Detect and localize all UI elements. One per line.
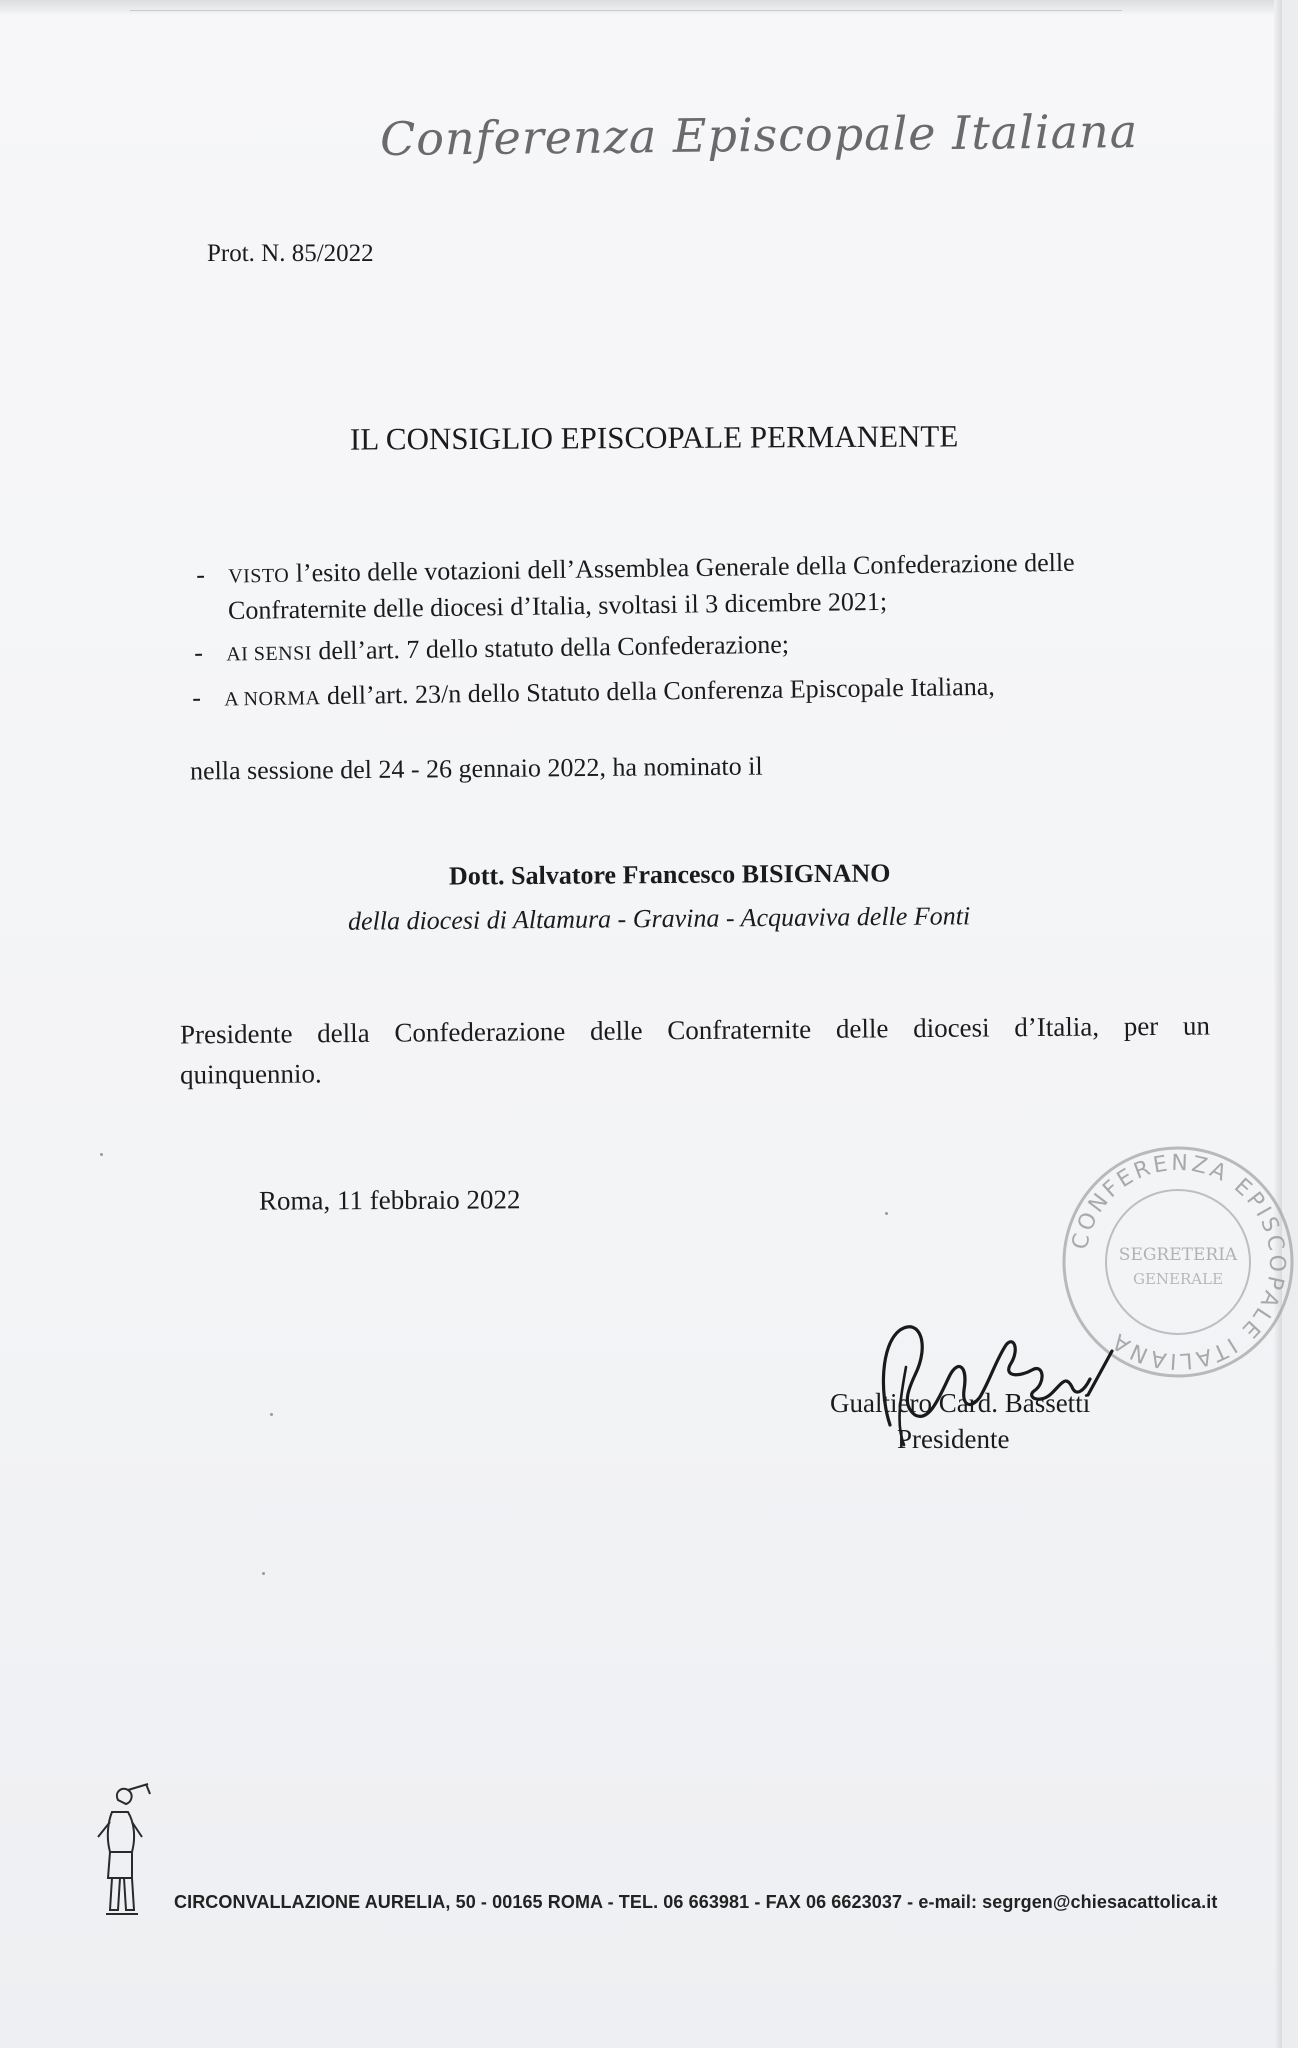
paper-speck xyxy=(885,1212,888,1215)
list-dash: - xyxy=(192,682,202,712)
appointment-word: Presidente xyxy=(179,1018,293,1050)
recital-text-line-1: dell’art. 7 dello statuto della Confederazione; xyxy=(318,629,790,666)
nominee-diocese: della diocesi di Altamura - Gravina - Acquaviva delle Fonti xyxy=(347,901,971,936)
recital-text-line-1: l’esito delle votazioni dell’Assemblea Generale della Confederazione delle xyxy=(295,547,1075,588)
appointment-word: Confraternite xyxy=(667,1013,812,1046)
recital-text-line-2: Confraternite delle diocesi d’Italia, svoltasi il 3 dicembre 2021; xyxy=(227,586,888,625)
place-date: Roma, 11 febbraio 2022 xyxy=(258,1184,521,1216)
recital-keyword: VISTO xyxy=(228,564,290,588)
document-heading: IL CONSIGLIO EPISCOPALE PERMANENTE xyxy=(349,418,959,457)
protocol-number: Prot. N. 85/2022 xyxy=(207,240,374,267)
apostle-emblem-icon xyxy=(88,1782,158,1922)
paper-top-edge xyxy=(0,0,1282,14)
list-dash: - xyxy=(194,637,204,667)
appointment-word: d’Italia, xyxy=(1014,1011,1100,1043)
signatory-role: Presidente xyxy=(897,1424,1010,1454)
paper-speck xyxy=(270,1413,273,1416)
paper-speck xyxy=(262,1572,265,1575)
appointment-word: delle xyxy=(589,1015,643,1046)
appointment-word: per xyxy=(1123,1010,1159,1042)
list-dash: - xyxy=(196,559,206,589)
stamp-center-line-2: GENERALE xyxy=(1132,1270,1224,1288)
stamp-ring-text: CONFERENZA EPISCOPALE ITALIANA xyxy=(1067,1150,1290,1374)
nominee-name: Dott. Salvatore Francesco BISIGNANO xyxy=(448,858,891,891)
appointment-line-1 xyxy=(180,1011,1210,1051)
footer-address: CIRCONVALLAZIONE AURELIA, 50 - 00165 ROMA - TEL. 06 663981 - FAX 06 6623037 - e-mail: segrgen@chiesacattolica.it xyxy=(174,1892,1218,1912)
recital-keyword: A NORMA xyxy=(224,687,321,711)
appointment-word: Confederazione xyxy=(394,1016,566,1048)
stamp-center-line-1: SEGRETERIA xyxy=(1118,1245,1238,1265)
appointment-word: diocesi xyxy=(912,1012,990,1044)
appointment-word: delle xyxy=(835,1013,889,1044)
appointment-word: della xyxy=(317,1017,370,1049)
recital-text-line-1: dell’art. 23/n dello Statuto della Conferenza Episcopale Italiana, xyxy=(326,671,995,711)
session-text: nella sessione del 24 - 26 gennaio 2022, ha nominato il xyxy=(189,751,763,786)
recital-keyword: AI SENSI xyxy=(226,642,313,666)
letterhead-title: Conferenza Episcopale Italiana xyxy=(379,104,1139,166)
appointment-line-2: quinquennio. xyxy=(179,1058,322,1090)
signatory-name: Gualtiero Card. Bassetti xyxy=(830,1388,1091,1418)
paper-speck xyxy=(100,1153,103,1156)
paper-right-edge xyxy=(1274,0,1282,2048)
appointment-word: un xyxy=(1182,1010,1211,1041)
